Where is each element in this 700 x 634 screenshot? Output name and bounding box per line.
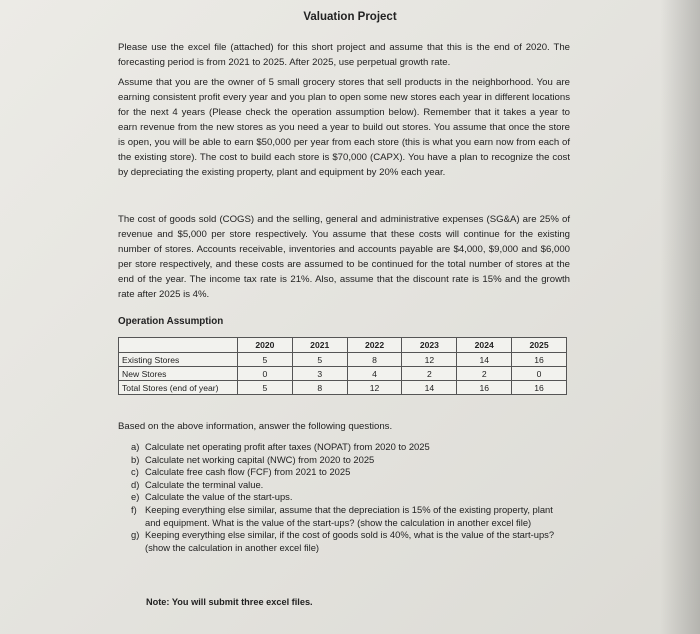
table-cell: 16 bbox=[512, 353, 567, 367]
question-marker: e) bbox=[131, 491, 140, 503]
table-cell: 14 bbox=[402, 381, 457, 395]
list-item bbox=[131, 466, 571, 479]
table-cell: 4 bbox=[347, 367, 402, 381]
question-list bbox=[131, 441, 571, 554]
question-marker: c) bbox=[131, 466, 139, 478]
question-text: Keeping everything else similar, assume that the depreciation is 15% of the existing property, plant and equipment. What is the value of the start-ups? (show the calculation in another excel file) bbox=[145, 503, 553, 528]
question-marker: a) bbox=[131, 441, 140, 452]
list-item bbox=[131, 504, 571, 529]
table-cell: 0 bbox=[238, 367, 293, 381]
page-title: Valuation Project bbox=[303, 11, 397, 23]
table-cell: 8 bbox=[292, 381, 347, 395]
question-marker: g) bbox=[131, 529, 140, 541]
year-header: 2025 bbox=[512, 338, 567, 353]
table-cell: 5 bbox=[238, 381, 293, 395]
table-cell: 12 bbox=[347, 381, 402, 395]
year-header: 2022 bbox=[347, 338, 402, 353]
table-row bbox=[119, 353, 567, 367]
question-text: Keeping everything else similar, if the cost of goods sold is 40%, what is the value of the start-ups? (show the calculation in another excel file) bbox=[145, 529, 555, 553]
table-cell: 2 bbox=[457, 367, 512, 381]
table-cell: 12 bbox=[402, 353, 457, 367]
intro-paragraph: Please use the excel file (attached) for this short project and assume that this is the end of 2020. The forecasting period is from 2021 to 2025. After 2025, use perpetual growth rate. bbox=[118, 42, 570, 68]
list-item bbox=[131, 491, 571, 504]
table-cell: 5 bbox=[238, 353, 293, 367]
year-header: 2021 bbox=[292, 338, 347, 353]
year-header: 2024 bbox=[457, 338, 512, 353]
list-item bbox=[131, 529, 571, 554]
submission-note: Note: You will submit three excel files. bbox=[146, 597, 313, 607]
table-row bbox=[119, 367, 567, 381]
table-cell: 3 bbox=[292, 367, 347, 381]
question-text: Calculate net operating profit after taxes (NOPAT) from 2020 to 2025 bbox=[145, 441, 430, 452]
questions-intro: Based on the above information, answer the following questions. bbox=[118, 421, 393, 432]
row-label: Total Stores (end of year) bbox=[119, 381, 238, 395]
row-label: Existing Stores bbox=[119, 353, 238, 367]
table-cell: 0 bbox=[512, 367, 567, 381]
list-item bbox=[131, 479, 571, 492]
question-marker: f) bbox=[131, 503, 137, 515]
table-header-row bbox=[119, 338, 567, 353]
question-text: Calculate the value of the start-ups. bbox=[145, 491, 293, 503]
question-text: Calculate free cash flow (FCF) from 2021 to 2025 bbox=[145, 466, 351, 478]
operation-assumption-heading: Operation Assumption bbox=[118, 316, 224, 327]
table-cell: 14 bbox=[457, 353, 512, 367]
question-text: Calculate net working capital (NWC) from 2020 to 2025 bbox=[145, 453, 375, 465]
table-cell: 16 bbox=[457, 381, 512, 395]
list-item bbox=[131, 454, 571, 467]
costs-paragraph: The cost of goods sold (COGS) and the selling, general and administrative expenses (SG&A) are 25% of revenue and $5,000 per store respectively. You assume that these costs will continue for the existing number of stores. Accounts receivable, inventories and accounts payable are $4,000, $9,000 and $6,000 per store respectively, and these costs are assumed to be continued for the total number of stores at the end of the year. The income tax rate is 21%. Also, assume that the discount rate is 15% and the growth rate after 2025 is 4%. bbox=[118, 214, 570, 300]
scenario-paragraph: Assume that you are the owner of 5 small grocery stores that sell products in the neighborhood. You are earning consistent profit every year and you plan to open some new stores each year in different locations for the next 4 years (Please check the operation assumption below). Remember that it takes a year to earn revenue from the new stores as you need a year to build out stores. You assume that once the store is open, you will be able to earn $50,000 per year from each store (this is what you earn now from each of the existing store). The cost to build each store is $70,000 (CAPX). You have a plan to recognize the cost by depreciating the existing property, plant and equipment by 20% each year. bbox=[118, 77, 570, 178]
question-marker: b) bbox=[131, 453, 140, 465]
table-row bbox=[119, 381, 567, 395]
photo-shadow bbox=[660, 0, 700, 634]
list-item bbox=[131, 441, 571, 454]
table-cell: 8 bbox=[347, 353, 402, 367]
table-cell: 16 bbox=[512, 381, 567, 395]
operation-assumption-table bbox=[118, 337, 567, 395]
table-cell: 2 bbox=[402, 367, 457, 381]
year-header: 2023 bbox=[402, 338, 457, 353]
question-text: Calculate the terminal value. bbox=[145, 478, 264, 490]
row-label: New Stores bbox=[119, 367, 238, 381]
table-cell: 5 bbox=[292, 353, 347, 367]
question-marker: d) bbox=[131, 478, 140, 490]
table-corner-cell bbox=[119, 338, 238, 353]
year-header: 2020 bbox=[238, 338, 293, 353]
